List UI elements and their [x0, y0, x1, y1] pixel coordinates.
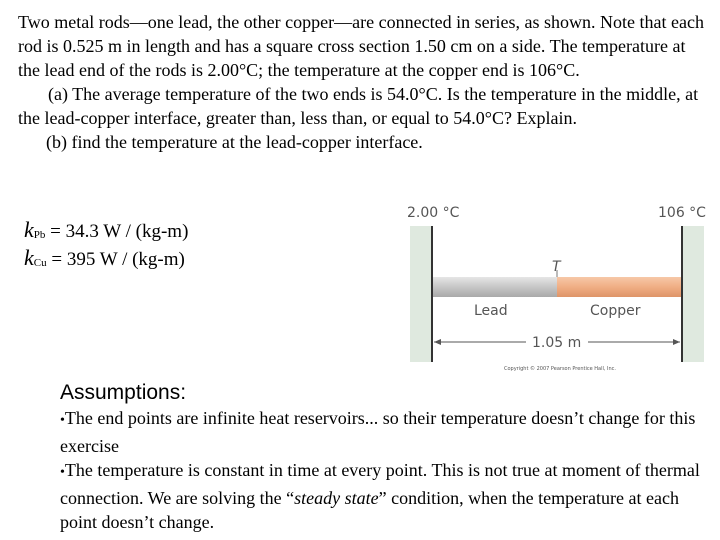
left-reservoir [410, 226, 432, 362]
interface-temp-label: T [552, 259, 561, 275]
assumption-emphasis: steady state [294, 487, 379, 508]
problem-part-b: (b) find the temperature at the lead-copper interface. [46, 132, 423, 152]
rod-diagram [400, 200, 712, 376]
copyright-label: Copyright © 2007 Pearson Prentice Hall, Inc. [504, 366, 617, 372]
assumption-text-after: ” condition, when the temperature at each point doesn’t change. [60, 487, 679, 532]
copper-label: Copper [590, 303, 641, 319]
left-temp-label: 2.00 °C [407, 205, 460, 221]
assumption-item [60, 458, 700, 535]
conductivity-subscript: Pb [33, 229, 46, 241]
assumptions [60, 380, 700, 535]
conductivity-value: = 395 W / (kg-m) [46, 249, 185, 270]
lead-rod [433, 277, 557, 297]
bullet-icon: • [60, 465, 65, 480]
conductivity-subscript: Cu [33, 257, 47, 269]
lead-label: Lead [474, 303, 508, 319]
assumption-text-before: The temperature is constant in time at every point. This is not true at moment of thermal connection. We are solving the “ [60, 460, 700, 508]
copper-rod [557, 277, 681, 297]
conductivity-symbol: k [24, 217, 34, 242]
assumptions-heading: Assumptions: [60, 381, 187, 404]
right-reservoir [682, 226, 704, 362]
bullet-icon: • [60, 413, 65, 428]
conductivity-copper [24, 246, 185, 275]
problem-part-a: (a) The average temperature of the two ends is 54.0°C. Is the temperature in the middle, at the lead-copper interface, greater than, less than, or equal to 54.0°C? Explain. [18, 84, 699, 128]
assumption-text: The end points are infinite heat reservoirs... so their temperature doesn’t change for this exercise [60, 408, 696, 456]
dimension-arrow-left [434, 339, 441, 345]
problem-intro: Two metal rods—one lead, the other copper—are connected in series, as shown. Note that each rod is 0.525 m in length and has a square cross section 1.50 cm on a side. The temperature at the lead end of the rods is 2.00°C; the temperature at the copper end is 106°C. [18, 12, 704, 80]
problem-statement [18, 10, 708, 154]
conductivity-value: = 34.3 W / (kg-m) [45, 221, 189, 242]
conductivity-symbol: k [24, 245, 34, 270]
length-label: 1.05 m [532, 335, 582, 351]
assumption-item [60, 406, 700, 458]
conductivity-lead [24, 218, 188, 247]
right-temp-label: 106 °C [658, 205, 706, 221]
dimension-arrow-right [673, 339, 680, 345]
